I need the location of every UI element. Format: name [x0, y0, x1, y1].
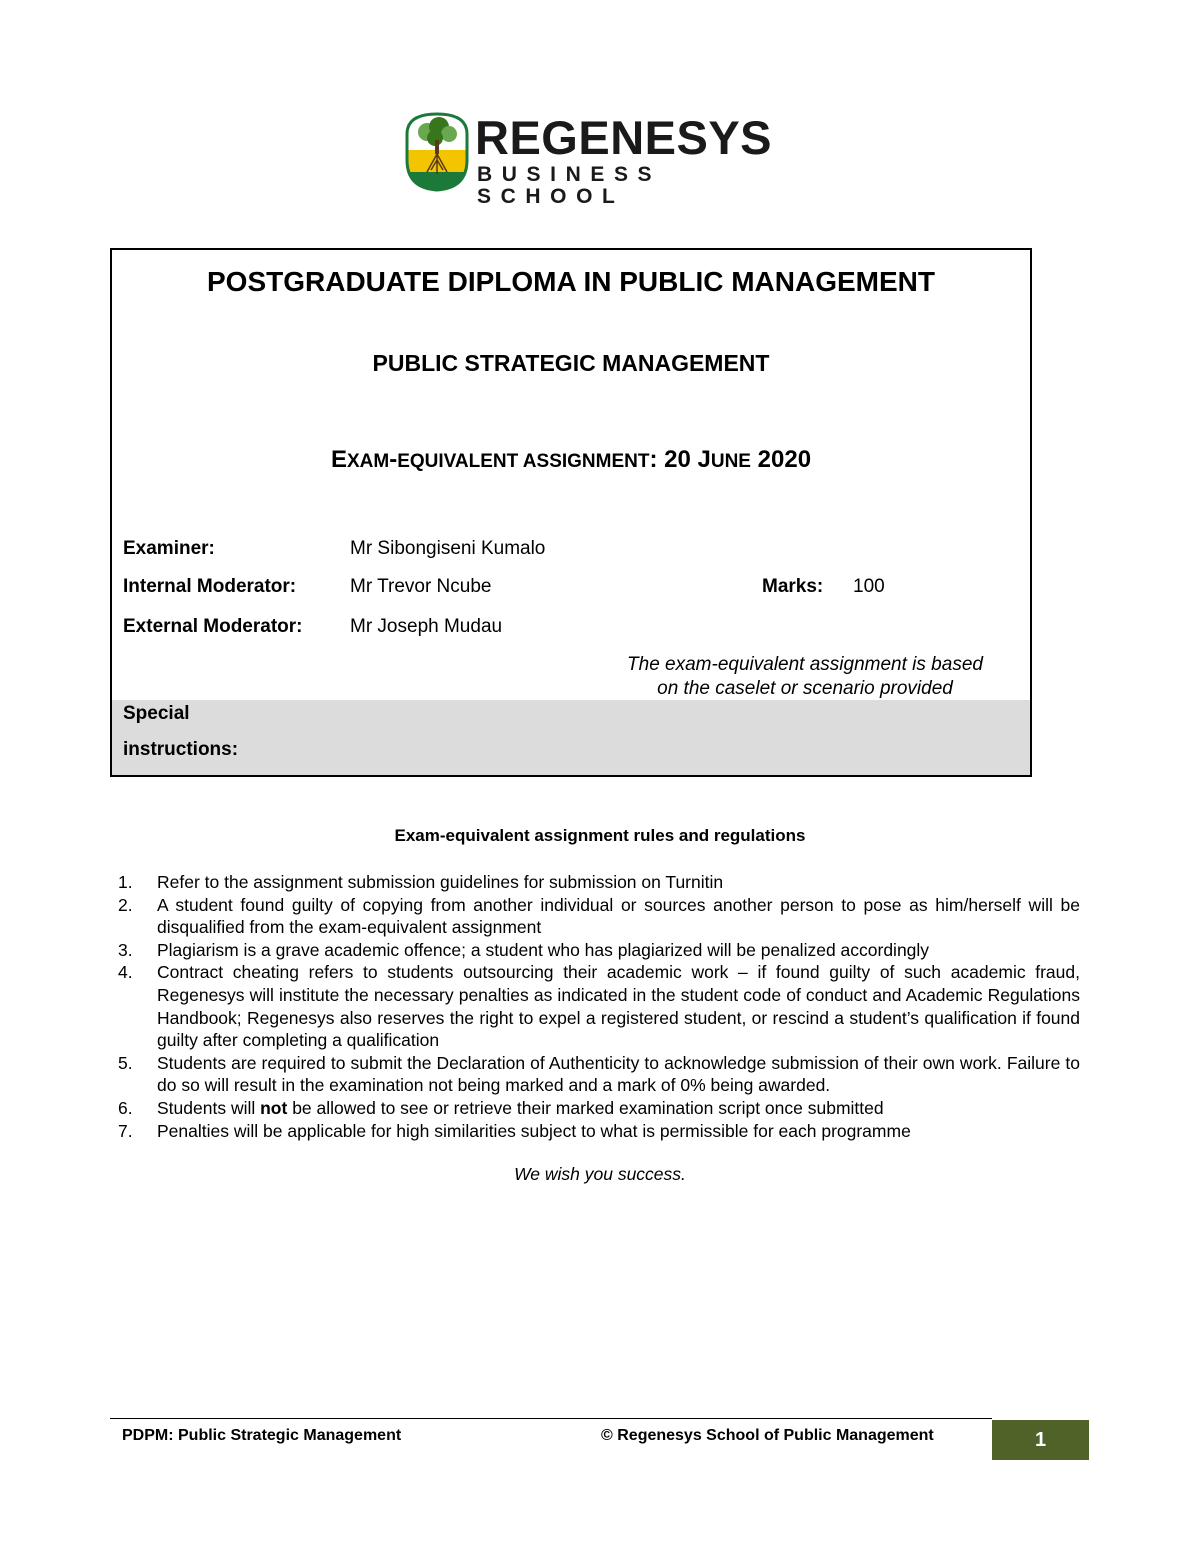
marks-label: Marks: — [762, 576, 824, 597]
examiner-value: Mr Sibongiseni Kumalo — [350, 538, 546, 559]
rules-list — [118, 871, 1080, 1142]
examiner-label: Examiner: — [123, 538, 215, 559]
list-item: 7. Penalties will be applicable for high similarities subject to what is permissible for each programme — [118, 1120, 911, 1141]
programme-title: POSTGRADUATE DIPLOMA IN PUBLIC MANAGEMENT — [207, 266, 935, 297]
footer-divider — [110, 1418, 992, 1419]
special-instructions-label-line1: Special — [123, 703, 190, 724]
external-moderator-value: Mr Joseph Mudau — [350, 616, 503, 637]
list-item: 2. A student found guilty of copying from another individual or sources another person to pose as him/herself will be disqualified from the exam-equivalent assignment — [118, 894, 1080, 938]
rules-heading: Exam-equivalent assignment rules and regulations — [394, 826, 806, 845]
list-item: 6. Students will not be allowed to see or retrieve their marked examination script once submitted — [118, 1097, 884, 1118]
list-item: 4. Contract cheating refers to students outsourcing their academic work – if found guilty of such academic fraud, Regenesys will institute the necessary penalties as indicated in the student code of conduct and Academic Regulations Handbook; Regenesys also reserves the right to expel a registered student, or rescind a student’s qualification if found guilty after completing a qualification — [118, 962, 1080, 1051]
logo-subtitle: BUSINESS SCHOOL — [477, 163, 662, 208]
assignment-title: EXAM-EQUIVALENT ASSIGNMENT: 20 JUNE 2020 — [330, 446, 812, 473]
logo-wordmark: REGENESYS — [475, 111, 773, 164]
footer-course: PDPM: Public Strategic Management — [122, 1427, 402, 1444]
special-instructions-row — [112, 700, 1030, 775]
module-title: PUBLIC STRATEGIC MANAGEMENT — [372, 350, 770, 376]
regenesys-logo — [405, 111, 795, 208]
marks-value: 100 — [853, 576, 885, 597]
assignment-basis-note: The exam-equivalent assignment is based on the caselet or scenario provided — [627, 654, 983, 699]
page-number: 1 — [992, 1420, 1089, 1460]
tree-emblem-icon — [405, 112, 469, 192]
closing-wish: We wish you success. — [514, 1164, 686, 1184]
list-item: 3. Plagiarism is a grave academic offence; a student who has plagiarized will be penalized accordingly — [118, 939, 930, 960]
special-instructions-label-line2: instructions: — [123, 739, 239, 760]
external-moderator-label: External Moderator: — [123, 616, 303, 637]
internal-moderator-value: Mr Trevor Ncube — [350, 576, 492, 597]
list-item: 5. Students are required to submit the Declaration of Authenticity to acknowledge submission of their own work. Failure to do so will result in the examination not being marked and a mark of 0% being awarded. — [118, 1052, 1080, 1096]
footer-copyright: © Regenesys School of Public Management — [601, 1427, 934, 1444]
cover-details-box — [110, 248, 1032, 777]
internal-moderator-label: Internal Moderator: — [123, 576, 297, 597]
list-item: 1. Refer to the assignment submission guidelines for submission on Turnitin — [118, 872, 724, 892]
